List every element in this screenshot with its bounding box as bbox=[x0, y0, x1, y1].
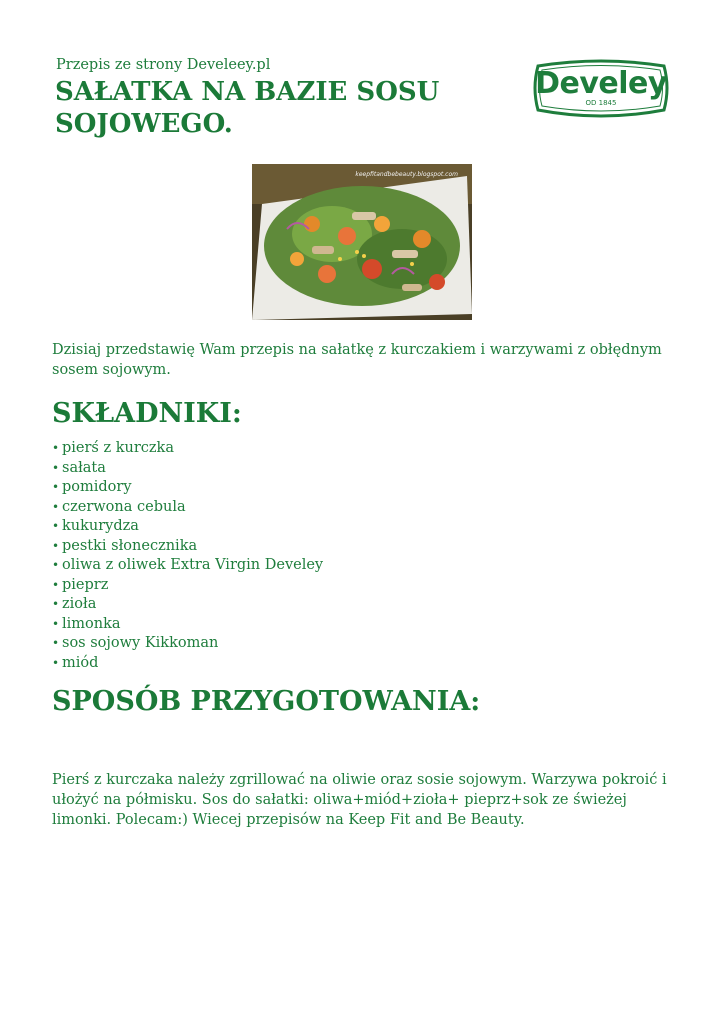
salad-photo bbox=[252, 164, 472, 320]
source-line: Przepis ze strony Develeey.pl bbox=[56, 57, 271, 73]
list-item bbox=[52, 556, 323, 576]
bullet-icon: • bbox=[52, 519, 60, 533]
ingredient-text: sałata bbox=[62, 459, 106, 476]
list-item bbox=[52, 537, 323, 557]
list-item bbox=[52, 478, 323, 498]
list-item bbox=[52, 517, 323, 537]
list-item bbox=[52, 615, 323, 635]
ingredient-text: pestki słonecznika bbox=[62, 537, 198, 554]
list-item bbox=[52, 654, 323, 674]
logo-year: OD 1845 bbox=[585, 99, 617, 107]
ingredient-text: kukurydza bbox=[62, 518, 139, 534]
develey-logo bbox=[532, 58, 670, 122]
recipe-title: SAŁATKA NA BAZIE SOSU SOJOWEGO. bbox=[55, 77, 440, 139]
bullet-icon: • bbox=[52, 577, 60, 592]
bullet-icon: • bbox=[52, 538, 60, 553]
method-heading: SPOSÓB PRZYGOTOWANIA: bbox=[52, 686, 481, 717]
logo-wordmark: Develey bbox=[535, 66, 667, 101]
ingredient-text: miód bbox=[62, 654, 99, 671]
ingredient-text: pieprz bbox=[62, 576, 109, 593]
ingredient-text: pierś z kurczka bbox=[62, 440, 174, 456]
bullet-icon: • bbox=[52, 460, 60, 475]
list-item bbox=[52, 459, 323, 479]
bullet-icon: • bbox=[52, 655, 60, 670]
salad-image bbox=[252, 164, 472, 320]
method-paragraph: Pierś z kurczaka należy zgrillować na oliwie oraz sosie sojowym. Warzywa pokroić i ułożyć na półmisku. Sos do sałatki: oliwa+miód+zioła+ pieprz+sok ze świeżej limonki. Polecam:) Wiecej przepisów na Keep Fit and Be Beauty. bbox=[52, 772, 667, 828]
photo-watermark: keepfitandbebeauty.blogspot.com bbox=[355, 171, 458, 178]
ingredient-text: sos sojowy Kikkoman bbox=[62, 635, 219, 651]
bullet-icon: • bbox=[52, 636, 60, 650]
list-item bbox=[52, 595, 323, 615]
ingredient-text: limonka bbox=[62, 615, 121, 632]
bullet-icon: • bbox=[52, 499, 60, 514]
ingredient-text: zioła bbox=[62, 596, 97, 612]
ingredient-text: pomidory bbox=[62, 479, 132, 495]
bullet-icon: • bbox=[52, 441, 60, 455]
ingredients-heading: SKŁADNIKI: bbox=[52, 398, 242, 429]
ingredient-text: oliwa z oliwek Extra Virgin Develey bbox=[62, 557, 324, 573]
list-item bbox=[52, 439, 323, 459]
ingredients-list bbox=[52, 439, 323, 673]
list-item bbox=[52, 634, 323, 654]
ingredient-text: czerwona cebula bbox=[62, 498, 186, 515]
bullet-icon: • bbox=[52, 597, 60, 611]
bullet-icon: • bbox=[52, 558, 60, 572]
list-item bbox=[52, 498, 323, 518]
bullet-icon: • bbox=[52, 616, 60, 631]
bullet-icon: • bbox=[52, 480, 60, 494]
intro-paragraph: Dzisiaj przedstawię Wam przepis na sałatkę z kurczakiem i warzywami z obłędnym sosem sojowym. bbox=[52, 342, 662, 378]
list-item bbox=[52, 576, 323, 596]
